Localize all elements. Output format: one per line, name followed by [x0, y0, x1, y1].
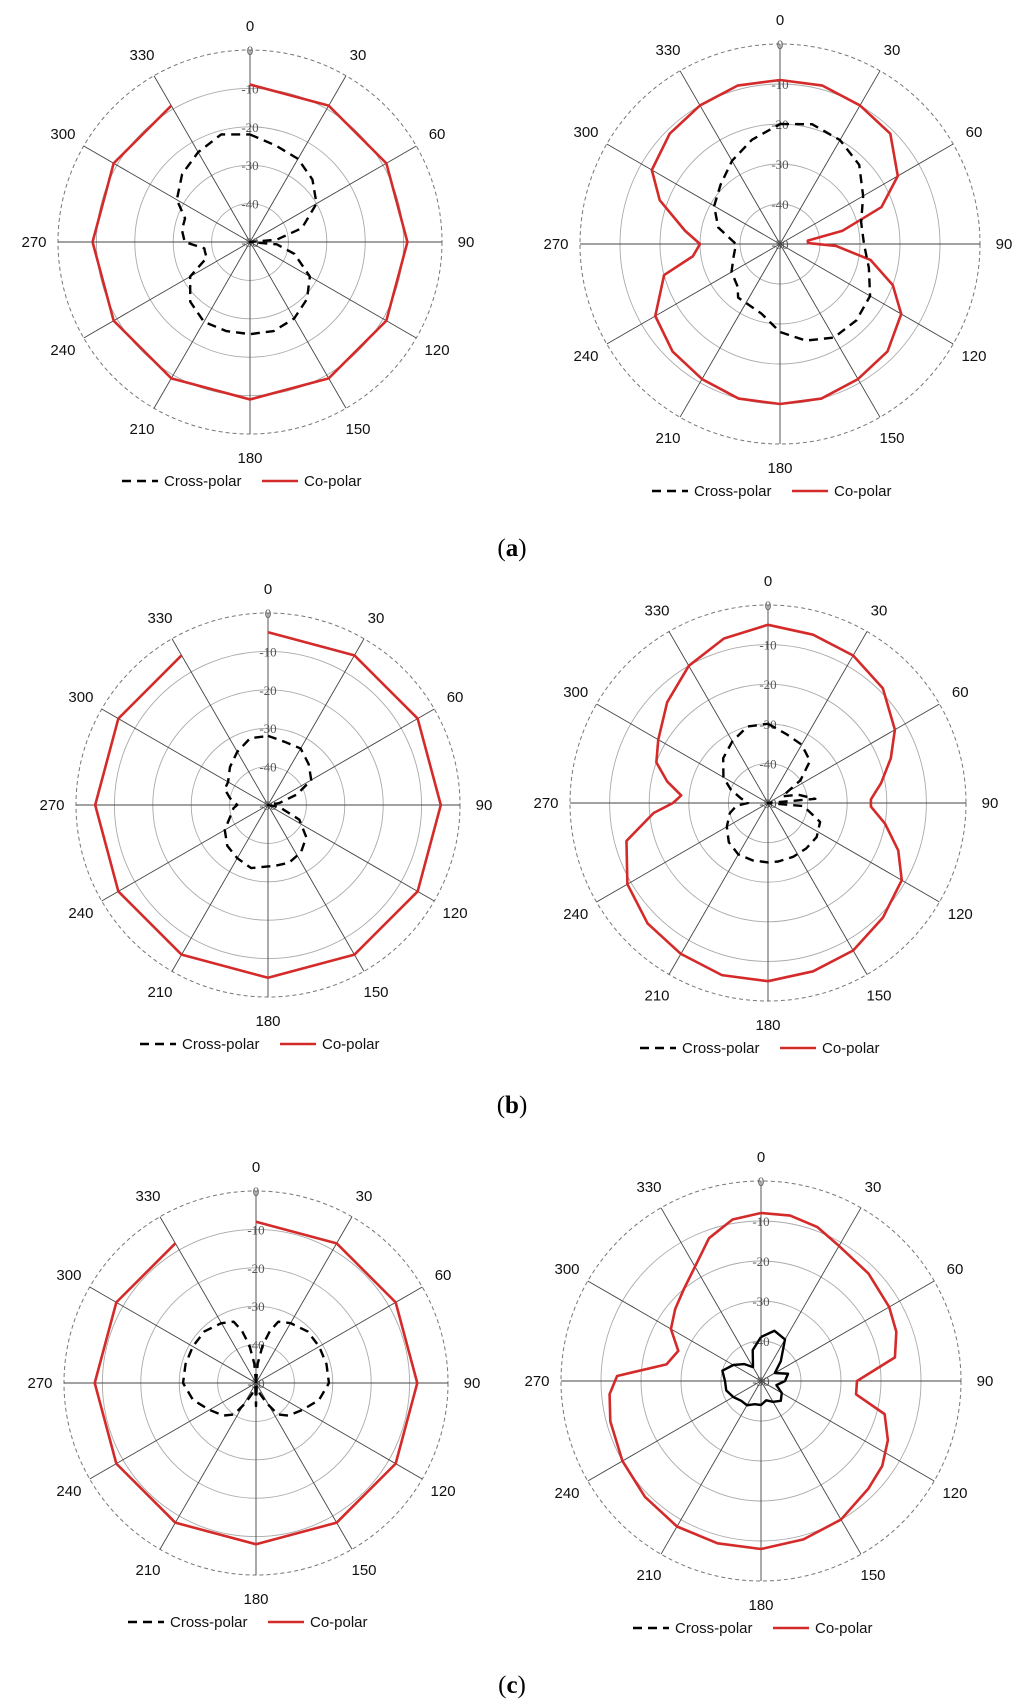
- radial-tick-label: -10: [241, 81, 259, 97]
- grid-spoke: [768, 632, 867, 803]
- angle-tick-label: 90: [457, 234, 475, 251]
- grid-spoke: [761, 1381, 934, 1481]
- angle-tick-label: 330: [655, 42, 681, 60]
- radial-tick-label: -10: [759, 637, 777, 653]
- angle-tick-label: 210: [636, 1566, 662, 1584]
- radial-tick-label: -30: [241, 158, 259, 174]
- angle-tick-label: 240: [554, 1485, 580, 1502]
- radial-tick-label: -20: [247, 1260, 265, 1276]
- grid-spoke: [256, 1287, 422, 1383]
- legend-label-cross-polar: Cross-polar: [675, 1620, 753, 1637]
- grid-spoke: [761, 1281, 934, 1381]
- angle-tick-label: 30: [864, 1179, 882, 1197]
- angle-tick-label: 300: [56, 1267, 82, 1284]
- legend-label-co-polar: Co-polar: [304, 473, 362, 490]
- grid-spoke: [268, 709, 434, 805]
- grid-spoke: [607, 244, 780, 344]
- angle-tick-label: 300: [554, 1261, 580, 1278]
- radial-tick-label: -20: [771, 117, 789, 132]
- radial-tick-label: -20: [759, 677, 777, 693]
- legend-label-cross-polar: Cross-polar: [182, 1036, 260, 1053]
- radial-tick-label: -10: [259, 644, 277, 660]
- radial-tick-label: -10: [771, 77, 789, 92]
- caption-b: (b): [496, 1092, 528, 1119]
- grid-spoke: [250, 242, 346, 408]
- angle-tick-label: 150: [879, 429, 905, 447]
- grid-spoke: [680, 244, 780, 417]
- grid-spoke: [780, 244, 880, 417]
- angle-tick-label: 120: [442, 905, 468, 922]
- radial-tick-label: -10: [752, 1214, 770, 1229]
- radial-tick-label: -40: [247, 1337, 265, 1353]
- angle-tick-label: 240: [68, 905, 94, 922]
- grid-spoke: [268, 639, 364, 805]
- legend-label-cross-polar: Cross-polar: [694, 483, 772, 500]
- legend-label-cross-polar: Cross-polar: [682, 1040, 760, 1057]
- legend: [640, 1040, 880, 1057]
- angle-tick-label: 180: [237, 450, 263, 467]
- grid-spoke: [680, 71, 780, 244]
- radial-tick-label: -30: [771, 157, 789, 172]
- angle-tick-label: 330: [135, 1187, 161, 1205]
- angle-tick-label: 150: [345, 421, 371, 439]
- angle-tick-label: 210: [644, 987, 670, 1005]
- legend: [122, 473, 362, 490]
- angle-tick-label: 0: [756, 1149, 766, 1166]
- grid-spoke: [780, 144, 953, 244]
- polar-plot-b-left: [39, 581, 492, 1053]
- grid-spoke: [669, 803, 768, 974]
- angle-tick-label: 300: [563, 684, 589, 701]
- angle-tick-label: 0: [263, 581, 273, 598]
- grid-spoke: [268, 805, 434, 901]
- angle-tick-label: 120: [430, 1483, 456, 1500]
- radial-tick-label: -40: [771, 197, 789, 212]
- radial-tick-label: -20: [259, 682, 277, 698]
- angle-tick-label: 240: [56, 1483, 82, 1500]
- radial-tick-label: -30: [247, 1299, 265, 1315]
- caption-a: (a): [497, 535, 527, 562]
- legend: [128, 1614, 368, 1631]
- angle-tick-label: 330: [147, 609, 173, 627]
- legend-label-co-polar: Co-polar: [822, 1040, 880, 1057]
- caption-c: (c): [498, 1672, 526, 1699]
- angle-tick-label: 120: [947, 906, 973, 923]
- radial-tick-label: -30: [759, 716, 777, 732]
- angle-tick-label: 0: [763, 573, 773, 590]
- angle-tick-label: 90: [463, 1375, 481, 1392]
- grid-spoke: [661, 1381, 761, 1554]
- radial-tick-label: 0: [264, 606, 272, 621]
- angle-tick-label: 330: [644, 602, 670, 620]
- angle-tick-label: 180: [243, 1591, 269, 1608]
- radial-tick-label: -50: [241, 235, 259, 250]
- angle-tick-label: 210: [129, 421, 155, 439]
- radial-tick-label: 0: [252, 1184, 260, 1199]
- angle-tick-label: 210: [147, 984, 173, 1002]
- legend: [140, 1036, 380, 1053]
- radial-tick-label: -20: [752, 1254, 770, 1269]
- grid-spoke: [90, 1287, 256, 1383]
- grid-spoke: [268, 805, 364, 971]
- angle-tick-label: 270: [543, 236, 569, 253]
- radial-tick-label: -50: [759, 796, 777, 811]
- angle-tick-label: 90: [981, 795, 999, 812]
- angle-tick-label: 120: [942, 1485, 968, 1502]
- radial-tick-label: -40: [759, 756, 777, 772]
- grid-spoke: [669, 632, 768, 803]
- angle-tick-label: 90: [976, 1373, 994, 1390]
- angle-tick-label: 330: [636, 1179, 662, 1197]
- angle-tick-label: 60: [965, 124, 983, 141]
- grid-spoke: [172, 805, 268, 971]
- grid-spoke: [597, 803, 768, 902]
- polar-plot-b-right: [533, 573, 998, 1057]
- radial-tick-label: 0: [757, 1174, 765, 1189]
- grid-spoke: [597, 704, 768, 803]
- angle-tick-label: 150: [351, 1562, 377, 1580]
- grid-spoke: [768, 803, 939, 902]
- angle-tick-label: 300: [50, 126, 76, 143]
- angle-tick-label: 30: [367, 609, 385, 627]
- angle-tick-label: 90: [995, 236, 1013, 253]
- angle-tick-label: 180: [755, 1017, 781, 1034]
- legend-label-cross-polar: Cross-polar: [170, 1614, 248, 1631]
- angle-tick-label: 120: [424, 342, 450, 359]
- radial-tick-label: 0: [776, 37, 784, 52]
- angle-tick-label: 270: [533, 795, 559, 812]
- angle-tick-label: 30: [349, 46, 367, 64]
- legend-label-cross-polar: Cross-polar: [164, 473, 242, 490]
- angle-tick-label: 0: [251, 1159, 261, 1176]
- angle-tick-label: 240: [50, 342, 76, 359]
- angle-tick-label: 300: [68, 689, 94, 706]
- radial-tick-label: -50: [752, 1374, 770, 1389]
- polar-plot-c-left: [27, 1159, 480, 1631]
- grid-spoke: [768, 704, 939, 803]
- grid-spoke: [250, 242, 416, 338]
- angle-tick-label: 240: [563, 906, 589, 923]
- grid-spoke: [761, 1208, 861, 1381]
- grid-spoke: [607, 144, 780, 244]
- angle-tick-label: 240: [573, 348, 599, 365]
- polar-plot-a-right: [543, 12, 1012, 500]
- angle-tick-label: 210: [135, 1562, 161, 1580]
- radial-tick-label: -50: [771, 237, 789, 252]
- angle-tick-label: 60: [434, 1267, 452, 1284]
- radial-tick-label: -40: [259, 759, 277, 775]
- angle-tick-label: 270: [524, 1373, 550, 1390]
- angle-tick-label: 150: [866, 987, 892, 1005]
- angle-tick-label: 0: [775, 12, 785, 29]
- radial-tick-label: -50: [259, 798, 277, 813]
- radial-tick-label: 0: [246, 43, 254, 58]
- angle-tick-label: 60: [428, 126, 446, 143]
- angle-tick-label: 210: [655, 429, 681, 447]
- legend-label-co-polar: Co-polar: [834, 483, 892, 500]
- angle-tick-label: 0: [245, 18, 255, 35]
- grid-spoke: [160, 1217, 256, 1383]
- angle-tick-label: 30: [355, 1187, 373, 1205]
- radial-tick-label: -10: [247, 1222, 265, 1238]
- grid-spoke: [768, 803, 867, 974]
- polar-plot-c-right: [524, 1149, 993, 1637]
- legend-label-co-polar: Co-polar: [322, 1036, 380, 1053]
- angle-tick-label: 180: [767, 460, 793, 477]
- radial-tick-label: 0: [764, 598, 772, 613]
- angle-tick-label: 150: [363, 984, 389, 1002]
- grid-spoke: [154, 242, 250, 408]
- angle-tick-label: 150: [860, 1566, 886, 1584]
- grid-spoke: [84, 242, 250, 338]
- legend-label-co-polar: Co-polar: [310, 1614, 368, 1631]
- angle-tick-label: 60: [951, 684, 969, 701]
- angle-tick-label: 270: [39, 797, 65, 814]
- grid-spoke: [102, 709, 268, 805]
- radial-tick-label: -40: [752, 1334, 770, 1349]
- grid-spoke: [84, 146, 250, 242]
- grid-spoke: [154, 76, 250, 242]
- radial-tick-label: -30: [752, 1294, 770, 1309]
- radial-tick-label: -30: [259, 721, 277, 737]
- grid-spoke: [256, 1383, 422, 1479]
- radial-tick-label: -20: [241, 119, 259, 135]
- grid-spoke: [256, 1217, 352, 1383]
- angle-tick-label: 120: [961, 348, 987, 365]
- angle-tick-label: 180: [748, 1597, 774, 1614]
- legend-label-co-polar: Co-polar: [815, 1620, 873, 1637]
- legend: [633, 1620, 873, 1637]
- angle-tick-label: 270: [27, 1375, 53, 1392]
- angle-tick-label: 60: [446, 689, 464, 706]
- angle-tick-label: 270: [21, 234, 47, 251]
- angle-tick-label: 180: [255, 1013, 281, 1030]
- grid-spoke: [250, 146, 416, 242]
- series-line-cross-polar: [714, 124, 870, 341]
- angle-tick-label: 30: [870, 602, 888, 620]
- angle-tick-label: 30: [883, 42, 901, 60]
- angle-tick-label: 60: [946, 1261, 964, 1278]
- grid-spoke: [102, 805, 268, 901]
- angle-tick-label: 330: [129, 46, 155, 64]
- polar-plot-a-left: [21, 18, 474, 490]
- grid-spoke: [761, 1381, 861, 1554]
- angle-tick-label: 90: [475, 797, 493, 814]
- grid-spoke: [90, 1383, 256, 1479]
- legend: [652, 483, 892, 500]
- radial-tick-label: -50: [247, 1376, 265, 1391]
- series-line-cross-polar: [723, 724, 820, 863]
- grid-spoke: [172, 639, 268, 805]
- angle-tick-label: 300: [573, 124, 599, 141]
- radial-tick-label: -40: [241, 196, 259, 212]
